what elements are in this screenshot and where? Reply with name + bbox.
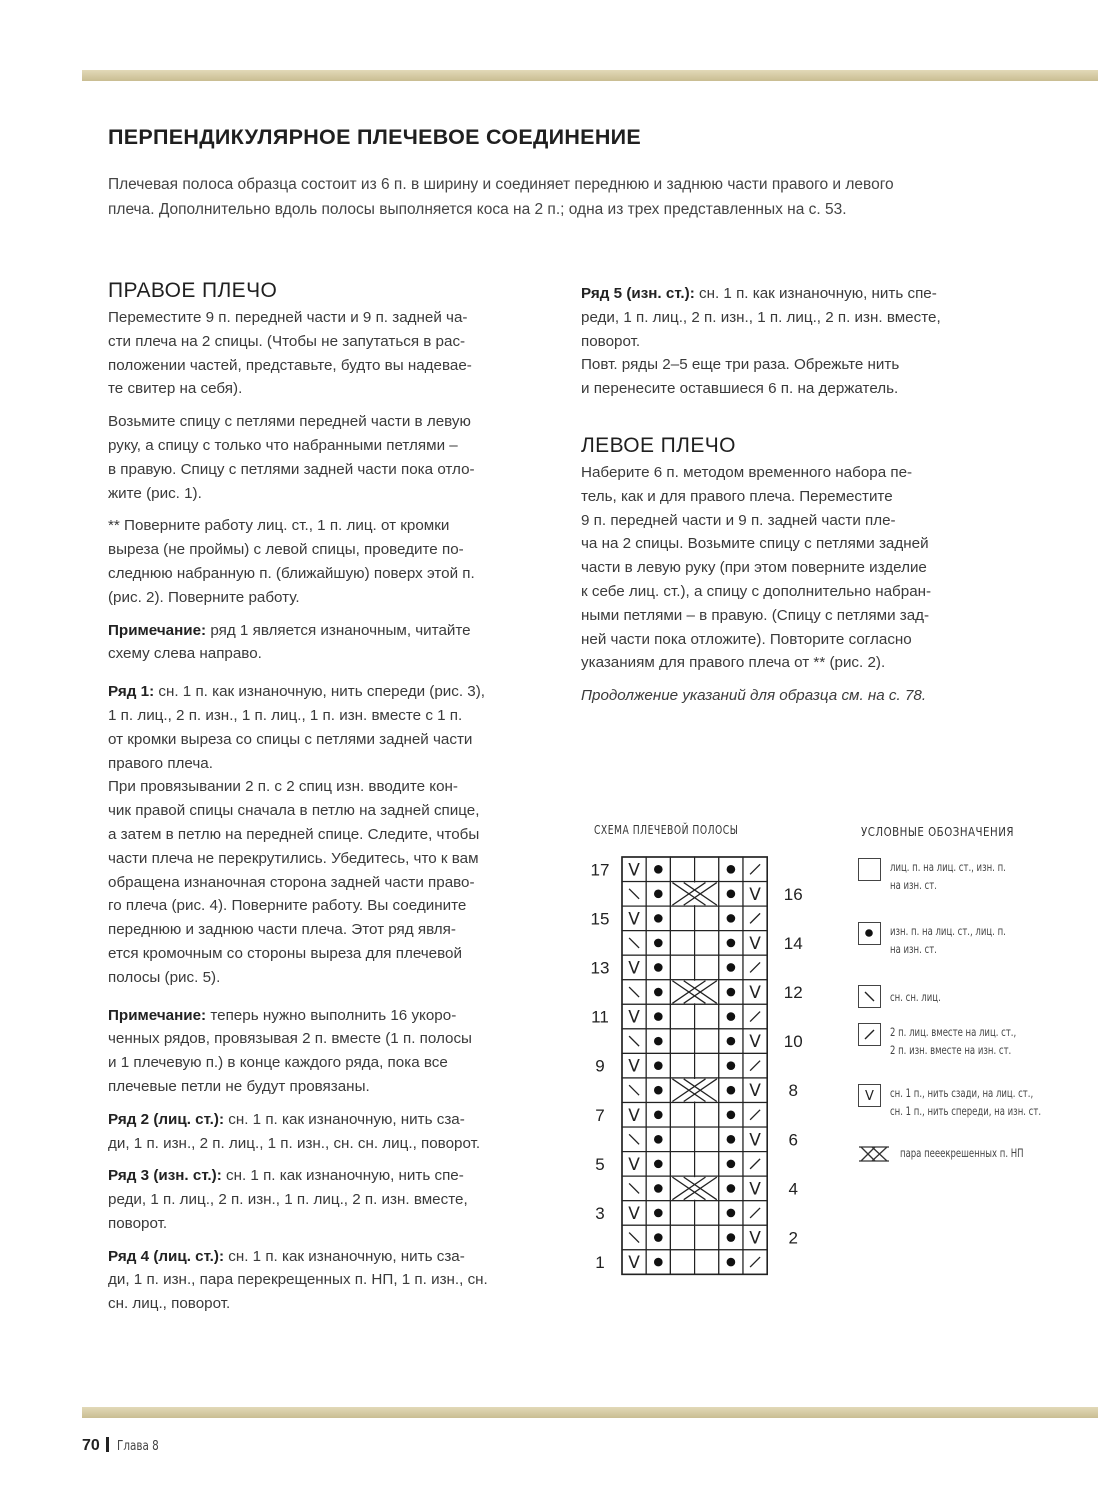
right-column	[581, 282, 1021, 717]
chart-cell	[695, 906, 719, 931]
cross-cable-icon	[858, 1146, 890, 1162]
row-4-paragraph: Ряд 4 (лиц. ст.): сн. 1 п. как изнаночную, нить сза- ди, 1 п. изн., пара перекрещенных п. НП, 1 п. изн., сн. сн. лиц., поворот.	[108, 1247, 488, 1313]
chart-mark-purl	[654, 914, 663, 923]
chart-mark-purl	[654, 1135, 663, 1144]
chart-row-label: 7	[595, 1105, 605, 1125]
chapter-label: Глава 8	[116, 1439, 159, 1454]
left-shoulder-heading: ЛЕВОЕ ПЛЕЧО	[581, 433, 736, 457]
paragraph: Возьмите спицу с петлями передней части в левую руку, а спицу с только что набранными петлями – в правую. Спицу с петлями задней части пока отло- жите (рис. 1).	[108, 413, 475, 502]
chart-cell	[670, 1053, 694, 1078]
row-1-paragraph: Ряд 1: сн. 1 п. как изнаночную, нить спереди (рис. 3), 1 п. лиц., 2 п. изн., 1 п. лиц., 1 п. изн. вместе с 1 п. от кромки выреза со спицы с петлями задней части правого плеча.	[108, 683, 486, 772]
chart-row-label: 1	[595, 1253, 605, 1273]
chart-mark-purl	[654, 1233, 663, 1242]
chart-mark-slip: V	[749, 1081, 761, 1102]
chart-cell	[670, 1004, 694, 1029]
chart-cell	[695, 931, 719, 956]
chart-mark-purl	[654, 1110, 663, 1119]
chart-cell	[670, 931, 694, 956]
chart-cell	[695, 1127, 719, 1152]
paragraph: ** Поверните работу лиц. ст., 1 п. лиц. от кромки выреза (не проймы) с левой спицы, проведите по- следнюю набранную п. (ближайшую) поверх этой п. (рис. 2). Поверните работу.	[108, 517, 475, 606]
right-shoulder-heading: ПРАВОЕ ПЛЕЧО	[108, 279, 278, 302]
chart-mark-purl	[727, 1209, 736, 1218]
chart-mark-slip: V	[628, 1105, 640, 1126]
chart-mark-slip: V	[749, 933, 761, 954]
chart-mark-slip: V	[749, 1032, 761, 1053]
row-2-paragraph: Ряд 2 (лиц. ст.): сн. 1 п. как изнаночную, нить сза- ди, 1 п. изн., 2 п. лиц., 1 п. изн., сн. сн. лиц., поворот.	[108, 1110, 481, 1152]
chart-row-label: 10	[783, 1032, 803, 1052]
chart-mark-purl	[654, 1086, 663, 1095]
chart-mark-slip: V	[628, 1253, 640, 1274]
chart-mark-slip: V	[628, 1203, 640, 1224]
bottom-rule	[82, 1407, 1098, 1418]
chart-cell	[670, 857, 694, 882]
chart-cell	[670, 1029, 694, 1054]
chart-cell	[695, 1250, 719, 1275]
chart-row-label: 15	[590, 909, 610, 929]
page-footer	[82, 1437, 169, 1455]
chart-cell	[670, 1103, 694, 1128]
chart-cell	[695, 1225, 719, 1250]
chart-mark-purl	[654, 1037, 663, 1046]
chart-cell	[670, 955, 694, 980]
chart-cell	[670, 1152, 694, 1177]
slash-cell-icon	[858, 1023, 881, 1046]
chart-cell	[695, 1029, 719, 1054]
chart-mark-purl	[654, 963, 663, 972]
chart-mark-purl	[654, 1258, 663, 1267]
chart-mark-slip: V	[749, 1179, 761, 1200]
dot-cell-icon	[858, 922, 881, 945]
chart-mark-slip: V	[628, 958, 640, 979]
legend-title: УСЛОВНЫЕ ОБОЗНАЧЕНИЯ	[861, 824, 1015, 839]
chart-mark-purl	[727, 1110, 736, 1119]
chart-mark-purl	[727, 865, 736, 874]
chart-mark-purl	[654, 1209, 663, 1218]
chart-row-label: 13	[590, 958, 610, 978]
chart-cell	[670, 906, 694, 931]
chart-mark-slip: V	[628, 1056, 640, 1077]
chart-row-label: 12	[783, 983, 803, 1003]
chart-cell	[695, 1201, 719, 1226]
row-3-paragraph: Ряд 3 (изн. ст.): сн. 1 п. как изнаночную, нить спе- реди, 1 п. лиц., 2 п. изн., 1 п. лиц., 2 п. изн. вместе, поворот.	[108, 1167, 468, 1232]
chart-row-label: 2	[788, 1228, 798, 1248]
chart-row-label: 14	[783, 933, 803, 953]
chart-row-label: 16	[783, 884, 803, 904]
chart-mark-purl	[727, 988, 736, 997]
chart-mark-purl	[727, 1061, 736, 1070]
note-paragraph: Примечание: ряд 1 является изнаночным, читайте схему слева направо.	[108, 621, 471, 663]
chart-cell	[695, 857, 719, 882]
note-paragraph: Примечание: теперь нужно выполнить 16 укоро- ченных рядов, провязывая 2 п. вместе (1 п. полосы и 1 плечевую п.) в конце каждого ряда, пока все плечевые петли не будут провязаны.	[108, 1006, 472, 1095]
chart-mark-purl	[727, 939, 736, 948]
chart-cell	[695, 1103, 719, 1128]
chart-cell	[670, 1225, 694, 1250]
chart-mark-purl	[654, 1012, 663, 1021]
chart-row-label: 8	[788, 1081, 798, 1101]
chart-mark-purl	[654, 1061, 663, 1070]
blank-cell-icon	[858, 858, 881, 881]
chart-row-label: 17	[590, 860, 610, 880]
chart-cell	[670, 1127, 694, 1152]
chart-mark-slip: V	[749, 1130, 761, 1151]
chart-mark-slip: V	[628, 1007, 640, 1028]
chart-mark-purl	[654, 1184, 663, 1193]
chart-mark-purl	[727, 890, 736, 899]
page-title: ПЕРПЕНДИКУЛЯРНОЕ ПЛЕЧЕВОЕ СОЕДИНЕНИЕ	[108, 125, 642, 149]
intro-paragraph	[108, 172, 1038, 222]
v-cell-icon	[858, 1084, 881, 1107]
chart-row-label: 5	[595, 1154, 605, 1174]
chart-cell	[695, 1004, 719, 1029]
chart-mark-purl	[654, 939, 663, 948]
chart-cell	[695, 1152, 719, 1177]
repeat-paragraph: Повт. ряды 2–5 еще три раза. Обрежьте нить и перенесите оставшиеся 6 п. на держатель.	[581, 356, 900, 398]
chart-mark-slip: V	[628, 860, 640, 881]
page-number: 70	[82, 1437, 100, 1454]
continuation-note: Продолжение указаний для образца см. на с. 78.	[581, 687, 927, 705]
chart-mark-purl	[727, 1258, 736, 1267]
chart-mark-slip: V	[628, 1154, 640, 1175]
row-5-paragraph: Ряд 5 (изн. ст.): сн. 1 п. как изнаночную, нить спе- реди, 1 п. лиц., 2 п. изн., 1 п. лиц., 2 п. изн. вместе, поворот.	[581, 285, 941, 350]
chart-row-label: 4	[788, 1179, 798, 1199]
chart-mark-slip: V	[749, 1228, 761, 1249]
chart-cell	[695, 955, 719, 980]
chart-mark-purl	[654, 865, 663, 874]
chart-cell	[670, 1250, 694, 1275]
chart-mark-purl	[727, 1184, 736, 1193]
chart-mark-purl	[727, 914, 736, 923]
chart-mark-purl	[727, 1086, 736, 1095]
paragraph: Переместите 9 п. передней части и 9 п. задней ча- сти плеча на 2 спицы. (Чтобы не запутаться в рас- положении частей, представьте, будто вы надевае- те свитер на себя).	[108, 309, 472, 398]
chart-mark-purl	[727, 1135, 736, 1144]
paragraph: Наберите 6 п. методом временного набора пе- тель, как и для правого плеча. Переместите 9 п. передней части и 9 п. задней части пле- ча на 2 спицы. Возьмите спицу с петлями задней части в левую руку (при этом поверните изделие к себе лиц. ст.), а спицу с дополнительно набран- ными петлями – в правую. (Спицу с петлями зад- ней части пока отложите). Повторите согласно указаниям для правого плеча от ** (рис. 2).	[581, 463, 932, 672]
left-column	[108, 278, 555, 1325]
chart-cell	[695, 1053, 719, 1078]
top-rule	[82, 70, 1098, 81]
chart-mark-purl	[727, 1160, 736, 1169]
svg-text:V: V	[865, 1089, 874, 1104]
chart-mark-purl	[654, 890, 663, 899]
backslash-cell-icon	[858, 985, 881, 1008]
chart-mark-purl	[654, 1160, 663, 1169]
chart-mark-slip: V	[749, 884, 761, 905]
intro-line: плеча. Дополнительно вдоль полосы выполняется коса на 2 п.; одна из трех представленных на с. 53.	[108, 201, 847, 218]
chart-row-label: 9	[595, 1056, 605, 1076]
paragraph: При провязывании 2 п. с 2 спиц изн. вводите кон- чик правой спицы сначала в петлю на задней спице, а затем в петлю на передней спице. Следите, чтобы части плеча не перекрутились. Убедитесь, что к вам обращена изнаночная сторона задней части право- го плеча (рис. 4). Поверните работу. Вы соедините переднюю и заднюю части плеча. Этот ряд явля- ется кромочным со стороны выреза для плечевой полосы (рис. 5).	[108, 778, 480, 986]
chart-cell	[670, 1201, 694, 1226]
chart-row-label: 11	[591, 1007, 609, 1027]
footer-divider	[106, 1437, 109, 1452]
chart-mark-purl	[727, 963, 736, 972]
chart-row-label: 6	[788, 1130, 798, 1150]
chart-mark-purl	[727, 1012, 736, 1021]
chart-mark-purl	[727, 1233, 736, 1242]
chart-title: СХЕМА ПЛЕЧЕВОЙ ПОЛОСЫ	[594, 822, 739, 837]
chart-mark-slip: V	[628, 909, 640, 930]
chart-mark-slip: V	[749, 983, 761, 1004]
stitch-chart	[580, 850, 810, 1280]
intro-line: Плечевая полоса образца состоит из 6 п. в ширину и соединяет переднюю и заднюю части правого и левого	[108, 176, 894, 193]
chart-mark-purl	[727, 1037, 736, 1046]
chart-mark-purl	[654, 988, 663, 997]
chart-row-label: 3	[595, 1203, 605, 1223]
